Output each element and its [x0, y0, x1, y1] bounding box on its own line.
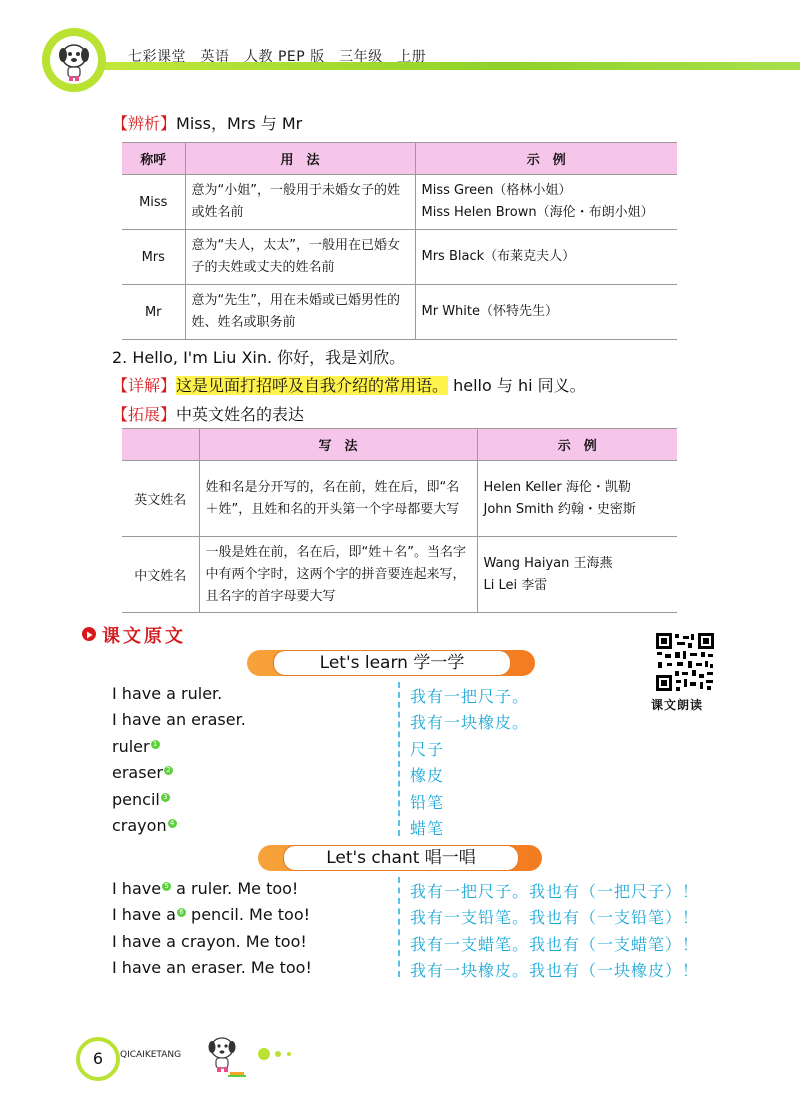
header-title: 七彩课堂 英语 人教 PEP 版 三年级 上册	[128, 49, 427, 65]
play-icon	[82, 627, 96, 641]
title-examples	[415, 285, 677, 340]
table-row	[122, 537, 677, 613]
example-text: Wang Haiyan 王海燕	[483, 555, 613, 571]
example-text: Miss Green（格林小姐）	[421, 183, 572, 198]
xiangjie-tag: 【详解】	[112, 376, 177, 395]
bianxi-text: Miss，Mrs 与 Mr	[176, 114, 303, 133]
section-title: 课文原文	[102, 626, 186, 647]
table-row	[122, 285, 677, 340]
dog-mascot-icon	[200, 1030, 250, 1080]
footer-brand: QICAIKETANG	[120, 1050, 182, 1060]
name-type: 英文姓名	[122, 461, 199, 537]
tuozhan-tag: 【拓展】	[112, 405, 177, 424]
learn-en: I have a ruler.	[112, 684, 223, 703]
table-titles	[122, 142, 677, 340]
title-term: Mr	[122, 285, 185, 340]
name-usage: 姓和名是分开写的，名在前，姓在后，即“名＋姓”，且姓和名的开头第一个字母都要大写	[199, 461, 477, 537]
bianxi-tag: 【辨析】	[112, 114, 177, 133]
name-examples	[477, 537, 677, 613]
dog-mascot-icon	[50, 36, 98, 84]
table-header-cell: 示 例	[477, 429, 677, 461]
sentence-2: 2. Hello, I'm Liu Xin. 你好，我是刘欣。	[112, 348, 406, 367]
table-header-cell	[122, 429, 199, 461]
qr-code-icon[interactable]	[655, 632, 715, 692]
table-row	[122, 461, 677, 537]
example-text: Mrs Black（布莱克夫人）	[421, 249, 576, 264]
vocab-word	[112, 790, 170, 809]
table-row	[122, 175, 677, 230]
learn-cn: 铅笔	[410, 793, 445, 812]
learn-cn: 橡皮	[410, 766, 445, 785]
name-examples	[477, 461, 677, 537]
table-header-cell: 用 法	[185, 143, 415, 175]
decor-dot	[287, 1052, 291, 1056]
title-usage: 意为“先生”，用在未婚或已婚男性的姓、姓名或职务前	[185, 285, 415, 340]
note-badge: 6	[177, 908, 186, 917]
learn-cn: 我有一块橡皮。	[410, 713, 530, 732]
chant-en: I have a crayon. Me too!	[112, 932, 307, 951]
divider-dashed	[398, 877, 400, 977]
name-type: 中文姓名	[122, 537, 199, 613]
title-term: Mrs	[122, 230, 185, 285]
decor-dot	[258, 1048, 270, 1060]
vocab-word	[112, 763, 173, 782]
xiangjie-rest: hello 与 hi 同义。	[448, 376, 586, 395]
title-term: Miss	[122, 175, 185, 230]
note-badge: 2	[164, 766, 173, 775]
vocab-text: pencil	[112, 790, 160, 809]
example-text: Miss Helen Brown（海伦・布朗小姐）	[421, 205, 654, 220]
chant-en: I have an eraser. Me too!	[112, 958, 312, 977]
example-text: Mr White（怀特先生）	[421, 304, 558, 319]
bianxi-line	[112, 111, 302, 134]
vocab-word	[112, 816, 177, 835]
learn-en: I have an eraser.	[112, 710, 246, 729]
title-usage: 意为“小姐”，一般用于未婚女子的姓或姓名前	[185, 175, 415, 230]
learn-cn: 我有一把尺子。	[410, 687, 530, 706]
note-badge: 1	[151, 740, 160, 749]
title-examples	[415, 175, 677, 230]
chant-text: I have	[112, 879, 162, 898]
title-examples	[415, 230, 677, 285]
qr-label: 课文朗读	[651, 698, 704, 712]
example-text: Li Lei 李雷	[483, 577, 548, 593]
chant-text: I have a	[112, 905, 176, 924]
xiangjie-line	[112, 373, 586, 396]
chant-text: pencil. Me too!	[185, 905, 311, 924]
chant-cn: 我有一块橡皮。我也有（一块橡皮）！	[410, 961, 700, 980]
table-header-cell: 写 法	[199, 429, 477, 461]
chant-cn: 我有一支蜡笔。我也有（一支蜡笔）！	[410, 935, 700, 954]
xiangjie-highlight: 这是见面打招呼及自我介绍的常用语。	[176, 376, 449, 395]
learn-cn: 蜡笔	[410, 819, 445, 838]
example-text: John Smith 约翰・史密斯	[483, 501, 636, 517]
chant-cn: 我有一把尺子。我也有（一把尺子）！	[410, 882, 700, 901]
decor-dot	[275, 1051, 281, 1057]
chant-en	[112, 905, 310, 924]
chant-banner-title: Let's chant 唱一唱	[283, 845, 519, 871]
chant-cn: 我有一支铅笔。我也有（一支铅笔）！	[410, 908, 700, 927]
page-number: 6	[76, 1037, 120, 1081]
learn-cn: 尺子	[410, 740, 445, 759]
note-badge: 5	[162, 882, 171, 891]
vocab-text: crayon	[112, 816, 167, 835]
chant-text: a ruler. Me too!	[171, 879, 299, 898]
header-logo	[50, 36, 98, 84]
table-header-cell: 称呼	[122, 143, 185, 175]
table-header-cell: 示 例	[415, 143, 677, 175]
learn-banner-title: Let's learn 学一学	[273, 650, 511, 676]
table-header-row	[122, 429, 677, 461]
tuozhan-text: 中英文姓名的表达	[176, 405, 305, 424]
tuozhan-line	[112, 402, 304, 425]
example-text: Helen Keller 海伦・凯勒	[483, 479, 631, 495]
name-usage: 一般是姓在前，名在后，即“姓＋名”。当名字中有两个字时，这两个字的拼音要连起来写，且名字的首字母要大写	[199, 537, 477, 613]
table-row	[122, 230, 677, 285]
vocab-text: eraser	[112, 763, 163, 782]
vocab-word	[112, 737, 160, 756]
chant-en	[112, 879, 298, 898]
note-badge: 3	[161, 793, 170, 802]
divider-dashed	[398, 682, 400, 836]
vocab-text: ruler	[112, 737, 150, 756]
title-usage: 意为“夫人，太太”，一般用在已婚女子的夫姓或丈夫的姓名前	[185, 230, 415, 285]
table-header-row	[122, 143, 677, 175]
note-badge: 4	[168, 819, 177, 828]
table-names	[122, 428, 677, 613]
